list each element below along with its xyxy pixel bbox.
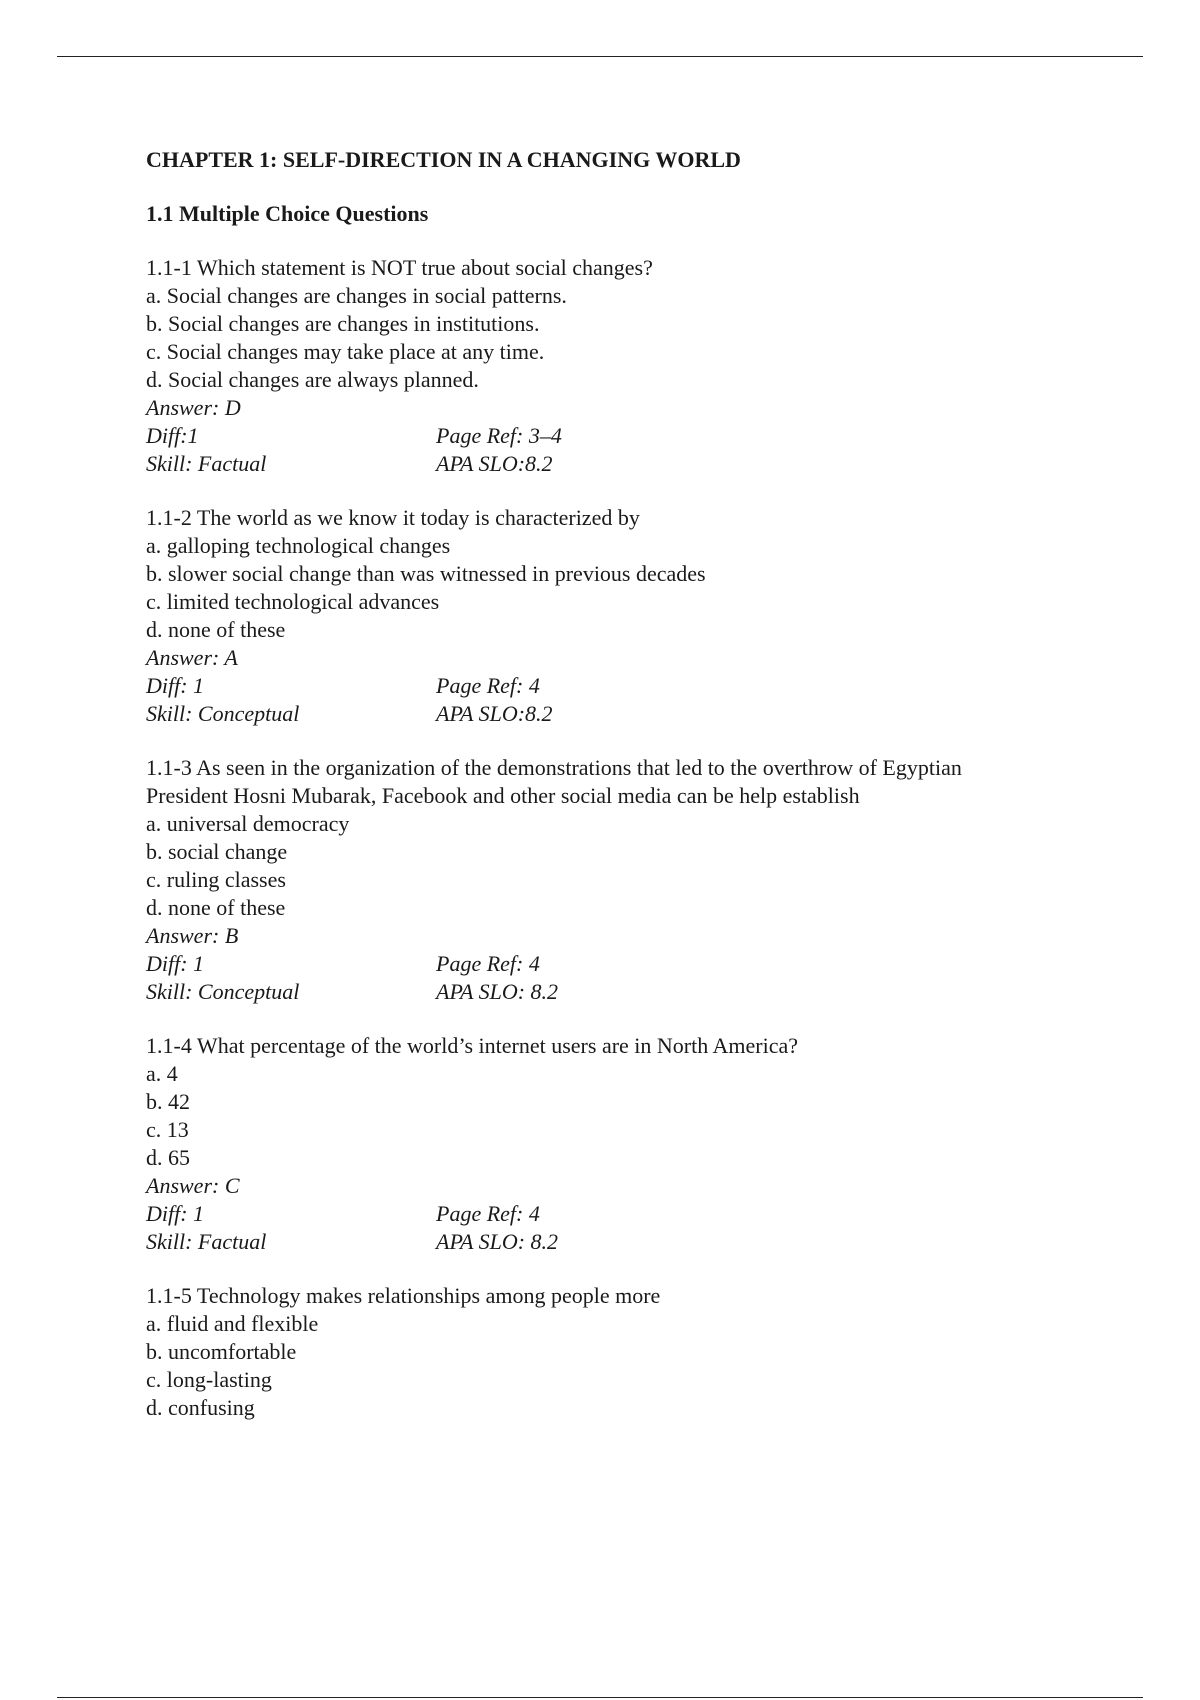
answer: Answer: A — [146, 645, 238, 670]
skill: Skill: Factual — [146, 1229, 267, 1254]
page-ref: Page Ref: 3–4 — [436, 423, 562, 448]
question-1-1-3 — [146, 754, 1106, 1006]
option-a: a. universal democracy — [146, 811, 350, 836]
answer: Answer: B — [146, 923, 239, 948]
option-b: b. uncomfortable — [146, 1339, 297, 1364]
page-ref: Page Ref: 4 — [436, 951, 540, 976]
option-b: b. Social changes are changes in institutions. — [146, 311, 540, 336]
apa-slo: APA SLO: 8.2 — [436, 1229, 559, 1254]
difficulty: Diff: 1 — [146, 1201, 205, 1226]
answer: Answer: C — [146, 1173, 240, 1198]
option-c: c. Social changes may take place at any time. — [146, 339, 545, 364]
option-c: c. ruling classes — [146, 867, 286, 892]
meta-row-skill — [146, 978, 1106, 1006]
apa-slo: APA SLO: 8.2 — [436, 979, 559, 1004]
option-a: a. fluid and flexible — [146, 1311, 319, 1336]
question-stem: 1.1-5 Technology makes relationships among people more — [146, 1283, 661, 1308]
apa-slo: APA SLO:8.2 — [436, 701, 553, 726]
option-b: b. slower social change than was witnessed in previous decades — [146, 561, 706, 586]
page-content — [146, 146, 1106, 1448]
section-title: 1.1 Multiple Choice Questions — [146, 201, 429, 226]
question-stem: 1.1-1 Which statement is NOT true about social changes? — [146, 255, 653, 280]
meta-row-diff — [146, 672, 1106, 700]
meta-row-skill — [146, 700, 1106, 728]
question-1-1-5 — [146, 1282, 1106, 1422]
skill: Skill: Conceptual — [146, 979, 300, 1004]
apa-slo: APA SLO:8.2 — [436, 451, 553, 476]
top-rule — [57, 56, 1143, 57]
meta-row-skill — [146, 1228, 1106, 1256]
page-ref: Page Ref: 4 — [436, 673, 540, 698]
option-c: c. long-lasting — [146, 1367, 272, 1392]
question-stem-continued: President Hosni Mubarak, Facebook and other social media can be help establish — [146, 783, 860, 808]
meta-row-skill — [146, 450, 1106, 478]
option-d: d. 65 — [146, 1145, 190, 1170]
difficulty: Diff: 1 — [146, 951, 205, 976]
question-1-1-4 — [146, 1032, 1106, 1256]
option-d: d. Social changes are always planned. — [146, 367, 479, 392]
chapter-title: CHAPTER 1: SELF-DIRECTION IN A CHANGING WORLD — [146, 147, 741, 172]
option-c: c. 13 — [146, 1117, 189, 1142]
question-stem: 1.1-3 As seen in the organization of the demonstrations that led to the overthrow of Egyptian — [146, 755, 962, 780]
question-1-1-1 — [146, 254, 1106, 478]
option-a: a. Social changes are changes in social patterns. — [146, 283, 567, 308]
question-1-1-2 — [146, 504, 1106, 728]
question-stem: 1.1-4 What percentage of the world’s internet users are in North America? — [146, 1033, 799, 1058]
question-list — [146, 254, 1106, 1422]
option-a: a. 4 — [146, 1061, 178, 1086]
difficulty: Diff: 1 — [146, 673, 205, 698]
option-c: c. limited technological advances — [146, 589, 440, 614]
skill: Skill: Conceptual — [146, 701, 300, 726]
bottom-rule — [57, 1697, 1143, 1698]
answer: Answer: D — [146, 395, 241, 420]
option-d: d. confusing — [146, 1395, 255, 1420]
meta-row-diff — [146, 1200, 1106, 1228]
option-a: a. galloping technological changes — [146, 533, 451, 558]
option-b: b. social change — [146, 839, 288, 864]
option-d: d. none of these — [146, 895, 286, 920]
difficulty: Diff:1 — [146, 423, 199, 448]
question-stem: 1.1-2 The world as we know it today is characterized by — [146, 505, 640, 530]
option-d: d. none of these — [146, 617, 286, 642]
page-ref: Page Ref: 4 — [436, 1201, 540, 1226]
skill: Skill: Factual — [146, 451, 267, 476]
meta-row-diff — [146, 422, 1106, 450]
option-b: b. 42 — [146, 1089, 190, 1114]
meta-row-diff — [146, 950, 1106, 978]
